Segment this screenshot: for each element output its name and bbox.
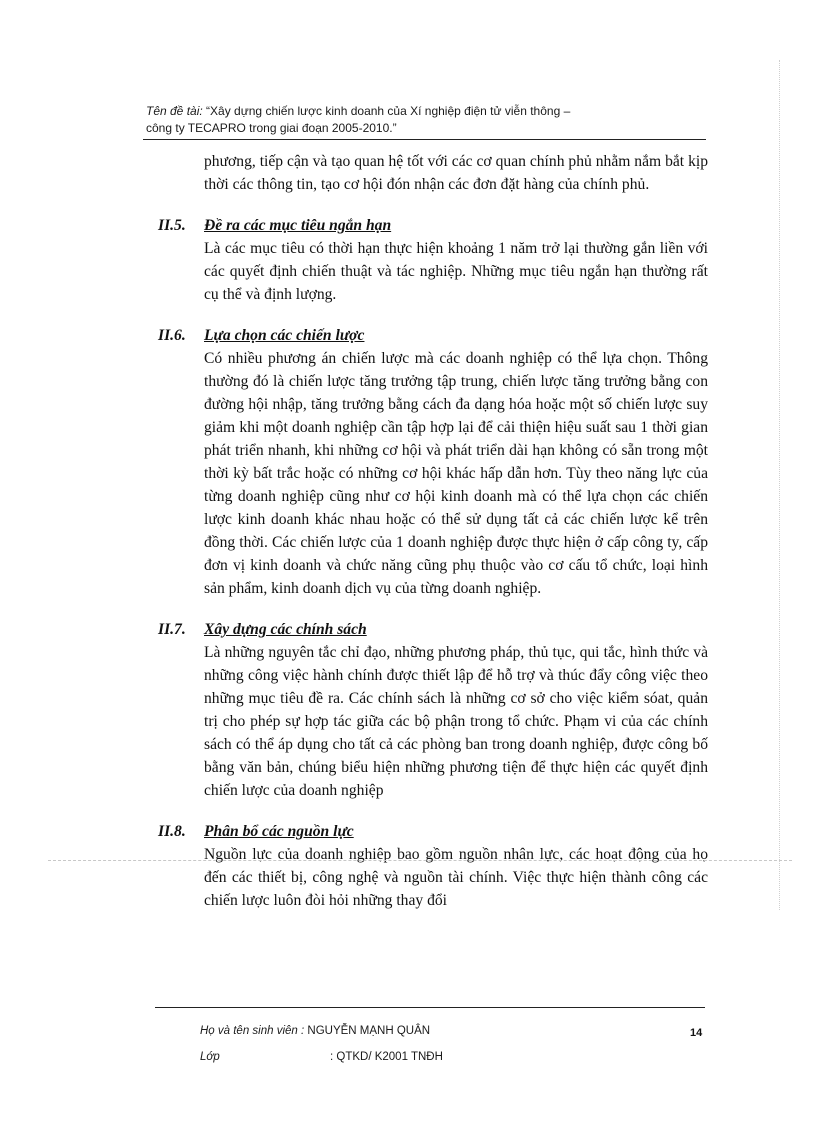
section-title: Xây dựng các chính sách	[204, 621, 367, 638]
footer-student-row	[200, 1018, 710, 1044]
section-number: II.8.	[158, 823, 186, 840]
section-title: Phân bổ các nguồn lực	[204, 823, 354, 840]
section-number: II.6.	[158, 327, 186, 344]
scan-fold-line	[48, 860, 792, 861]
section-title: Đề ra các mục tiêu ngắn hạn	[204, 217, 392, 234]
section-heading	[158, 618, 708, 641]
section-body: Có nhiều phương án chiến lược mà các doanh nghiệp có thể lựa chọn. Thông thường đó là chiến lược tăng trưởng tập trung, chiến lược tăng trưởng bằng con đường hội nhập, tăng trưởng bằng cách đa dạng hóa hoặc một số chiến lược suy giảm khi một doanh nghiệp cần tập hợp lại để cải thiện hiệu suất sau 1 thời gian phát triển nhanh, khi những cơ hội và phát triển dài hạn không có sẵn trong một thời kỳ bất trắc hoặc có những cơ hội khác hấp dẫn hơn. Tùy theo năng lực của từng doanh nghiệp cũng như cơ hội kinh doanh mà có thể lựa chọn các chiến lược kinh doanh khác nhau hoặc có thể sử dụng tất cả các chiến lược kể trên đồng thời. Các chiến lược của 1 doanh nghiệp được thực hiện ở cấp công ty, cấp đơn vị kinh doanh và chức năng cũng phụ thuộc vào cơ cấu tổ chức, loại hình sản phẩm, kinh doanh dịch vụ của từng doanh nghiệp.	[204, 350, 708, 597]
footer-class-row	[200, 1044, 710, 1070]
class-label: Lớp	[200, 1051, 220, 1063]
section-II-6	[158, 324, 708, 600]
student-name: NGUYỄN MẠNH QUÂN	[307, 1025, 431, 1037]
section-title: Lựa chọn các chiến lược	[204, 327, 365, 344]
class-value: : QTKD/ K2001 TNĐH	[330, 1051, 443, 1063]
document-body	[158, 150, 708, 912]
section-number: II.5.	[158, 217, 186, 234]
section-II-7	[158, 618, 708, 802]
section-heading	[158, 214, 708, 237]
section-body: Là các mục tiêu có thời hạn thực hiện khoảng 1 năm trở lại thường gắn liền với các quyết định chiến thuật và tác nghiệp. Những mục tiêu ngắn hạn thường rất cụ thể và định lượng.	[204, 240, 708, 303]
section-heading	[158, 324, 708, 347]
header-label: Tên đề tài:	[146, 104, 203, 118]
header-divider	[143, 139, 706, 140]
section-number: II.7.	[158, 621, 186, 638]
document-header	[146, 103, 706, 137]
section-body: Là những nguyên tắc chỉ đạo, những phương pháp, thủ tục, qui tắc, hình thức và những công việc hành chính được thiết lập để hỗ trợ và thúc đẩy công việc theo những mục tiêu đề ra. Các chính sách là những cơ sở cho việc kiểm sóat, quản trị cho phép sự hợp tác giữa các bộ phận trong tổ chức. Phạm vi của các chính sách có thể áp dụng cho tất cả các phòng ban trong doanh nghiệp, được công bố bằng văn bản, chúng biểu hiện những phương tiện để thực hiện các quyết định chiến lược của doanh nghiệp	[204, 644, 708, 799]
intro-paragraph: phương, tiếp cận và tạo quan hệ tốt với các cơ quan chính phủ nhằm nắm bắt kịp thời các thông tin, tạo cơ hội đón nhận các đơn đặt hàng của chính phủ.	[204, 153, 708, 193]
section-body: Nguồn lực của doanh nghiệp bao gồm nguồn nhân lực, các hoạt động của họ đến các thiết bị, công nghệ và nguồn tài chính. Việc thực hiện thành công các chiến lược luôn đòi hỏi những thay đổi	[204, 846, 708, 909]
scan-artifact-line	[779, 60, 780, 910]
document-footer	[200, 1018, 710, 1070]
page-number: 14	[690, 1027, 703, 1039]
section-II-8	[158, 820, 708, 912]
student-label: Họ và tên sinh viên :	[200, 1025, 305, 1037]
header-title-line1: “Xây dựng chiến lược kinh doanh của Xí nghiệp điện tử viễn thông –	[206, 104, 571, 118]
section-II-5	[158, 214, 708, 306]
section-heading	[158, 820, 708, 843]
header-title-line2: công ty TECAPRO trong giai đoạn 2005-2010.”	[146, 121, 397, 135]
footer-divider	[155, 1007, 705, 1008]
